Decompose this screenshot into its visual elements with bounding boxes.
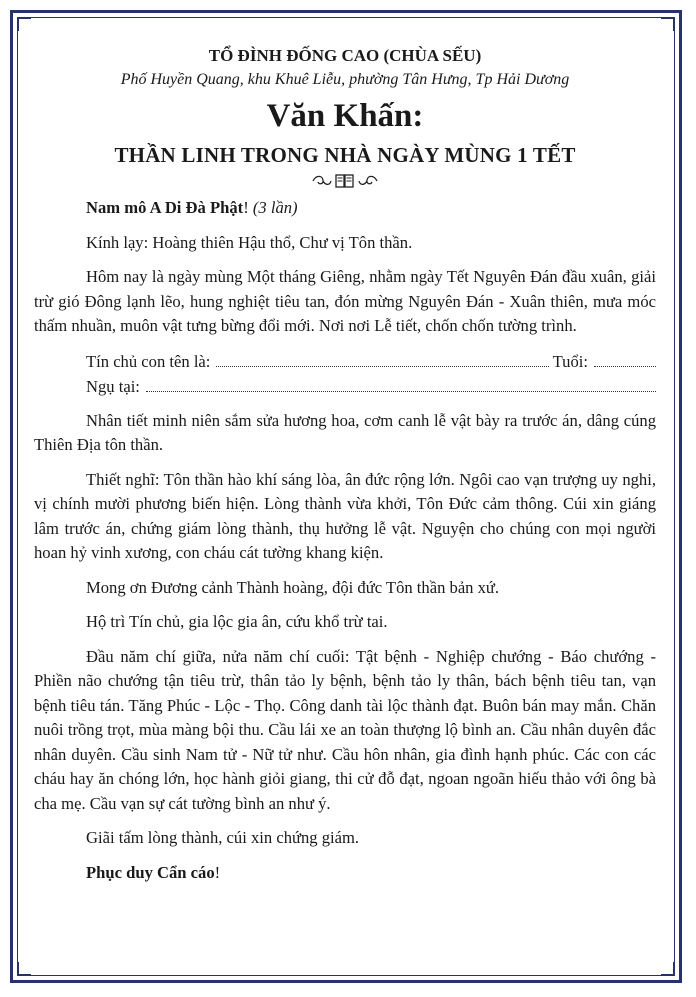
paragraph-wishes: Đầu năm chí giữa, nửa năm chí cuối: Tật bệnh - Nghiệp chướng - Báo chướng - Phiền não chướng tận tiêu trừ, thân tảo ly bệnh, bệnh tảo ly thân, bách bệnh tiêu tan, vạn bệnh tiêu tán. Tăng Phúc - Lộc - Thọ. Công danh tài lộc thành đạt. Buôn bán may mắn. Chăn nuôi trồng trọt, mùa màng bội thu. Cầu lái xe an toàn thượng lộ bình an. Cầu nhân duyên đắc nhân duyên. Cầu sinh Nam tử - Nữ tử như. Cầu hôn nhân, gia đình hạnh phúc. Các con các cháu hay ăn chóng lớn, học hành giỏi giang, thi cử đỗ đạt, ngoan ngoãn hiếu thảo với ông bà cha mẹ. Cầu vạn sự cát tường bình an như ý.	[34, 646, 656, 813]
closing-mark: !	[214, 862, 221, 882]
document-title: Văn Khấn:	[266, 98, 424, 134]
invocation-note: (3 lần)	[252, 198, 298, 217]
document-subtitle: THẦN LINH TRONG NHÀ NGÀY MÙNG 1 TẾT	[114, 143, 576, 167]
paragraph-deities: Thiết nghĩ: Tôn thần hào khí sáng lòa, ân đức rộng lớn. Ngôi cao vạn trượng uy nghi, vị chính mười phương biến hiện. Lòng thành vừa khởi, Tôn Đức cảm thông. Cúi xin giáng lâm trước án, chứng giám lòng thành, thụ hưởng lễ vật. Nguyện cho chúng con mọi người hoan hỷ vinh xương, con cháu cát tường khang kiện.	[34, 469, 656, 562]
name-blank[interactable]	[216, 365, 548, 367]
paragraph-protection: Hộ trì Tín chủ, gia lộc gia ân, cứu khổ trừ tai.	[86, 612, 388, 631]
age-blank[interactable]	[594, 365, 656, 367]
paragraph-new-year: Hôm nay là ngày mùng Một tháng Giêng, nhằm ngày Tết Nguyên Đán đầu xuân, giải trừ gió Đông lạnh lẽo, hung nghiệt tiêu tan, đón mừng Nguyên Đán - Xuân thiên, mưa móc thấm nhuần, muôn vật tưng bừng đổi mới. Nơi nơi Lễ tiết, chốn chốn tường trình.	[34, 267, 656, 335]
name-age-row	[34, 349, 656, 374]
age-label: Tuổi:	[552, 351, 588, 371]
pagoda-address: Phố Huyền Quang, khu Khuê Liễu, phường Tân Hưng, Tp Hải Dương	[120, 71, 570, 88]
book-ornament-icon	[34, 170, 656, 190]
closing-line	[34, 861, 656, 886]
pagoda-name: TỔ ĐÌNH ĐỐNG CAO (CHÙA SẾU)	[208, 46, 482, 65]
closing-text: Phục duy Cẩn cáo	[86, 862, 215, 882]
paragraph-guardian: Mong ơn Đương cảnh Thành hoàng, đội đức Tôn thần bản xứ.	[86, 577, 500, 597]
invocation-mark: !	[243, 198, 249, 217]
paragraph-sincerity: Giãi tấm lòng thành, cúi xin chứng giám.	[86, 828, 360, 847]
paragraph-offerings: Nhân tiết minh niên sắm sửa hương hoa, cơm canh lễ vật bày ra trước án, dâng cúng Thiên Địa tôn thần.	[34, 410, 656, 454]
prayer-body	[34, 196, 656, 885]
document-content	[34, 44, 656, 895]
name-label: Tín chủ con tên là:	[86, 351, 211, 371]
residence-blank[interactable]	[146, 390, 656, 392]
residence-row	[34, 374, 656, 399]
greeting-line: Kính lạy: Hoàng thiên Hậu thổ, Chư vị Tôn thần.	[86, 232, 413, 252]
invocation-text: Nam mô A Di Đà Phật	[86, 198, 244, 217]
residence-label: Ngụ tại:	[86, 376, 140, 396]
invocation-line	[34, 196, 656, 221]
